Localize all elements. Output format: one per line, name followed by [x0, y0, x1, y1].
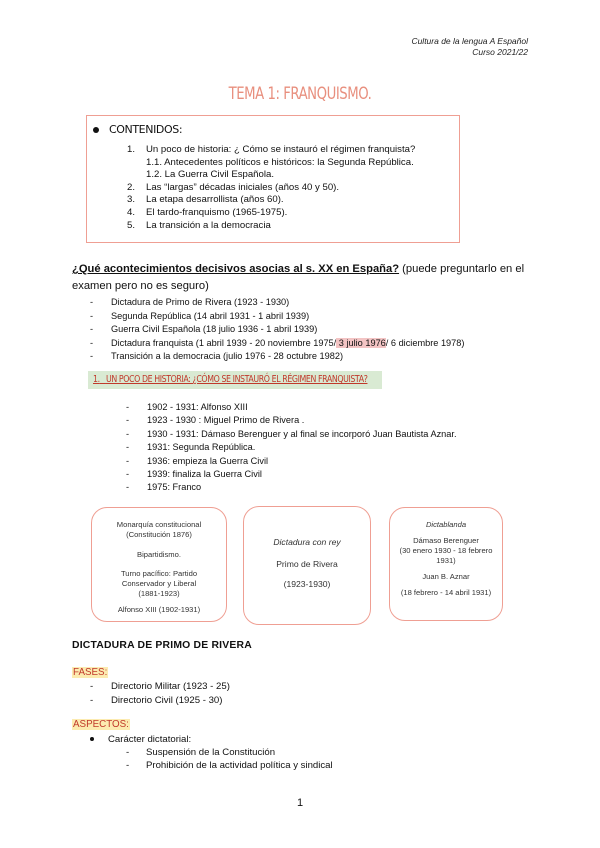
card-dictablanda: Dictablanda Dámaso Berenguer (30 enero 1930 - 18 febrero 1931) Juan B. Aznar (18 febrero - 14 abril 1931): [389, 507, 503, 621]
list-subitem: - Prohibición de la actividad política y sindical: [126, 760, 333, 771]
list-item: - Directorio Militar (1923 - 25): [90, 681, 230, 692]
contents-box: [86, 115, 460, 243]
list-item: - 1902 - 1931: Alfonso XIII: [126, 402, 248, 412]
card-dictadura-con-rey: Dictadura con rey Primo de Rivera (1923-1930): [243, 506, 371, 625]
fases-list: [90, 680, 230, 708]
contents-item: 4. El tardo-franquismo (1965-1975).: [127, 206, 288, 218]
section-heading: [88, 371, 382, 389]
list-item: - 1930 - 1931: Dámaso Berenguer y al final se incorporó Juan Bautista Aznar.: [126, 428, 457, 439]
list-item: - Directorio Civil (1925 - 30): [90, 695, 223, 706]
list-item: - 1936: empieza la Guerra Civil: [126, 455, 269, 466]
contents-label: CONTENIDOS:: [109, 123, 183, 136]
page-number: 1: [296, 797, 304, 809]
contents-item: 2. Las “largas” décadas iniciales (años 40 y 50).: [127, 181, 340, 193]
contents-item: 3. La etapa desarrollista (años 60).: [127, 194, 284, 206]
bullet-icon: [93, 127, 99, 133]
aspectos-label: ASPECTOS:: [73, 719, 129, 730]
question-bold: ¿Qué acontecimientos decisivos asocias al s. XX en España?: [72, 263, 400, 275]
contents-heading: [93, 123, 182, 136]
list-item: - 1931: Segunda República.: [126, 442, 256, 453]
contents-subitem: 1.2. La Guerra Civil Española.: [146, 169, 274, 181]
list-item: - Segunda República (14 abril 1931 - 1 abril 1939): [90, 310, 310, 321]
list-item: - 1923 - 1930 : Miguel Primo de Rivera .: [126, 415, 305, 426]
fases-label: FASES:: [73, 667, 108, 678]
course-name: Cultura de la lengua A Español: [411, 36, 528, 46]
bullet-icon: [90, 737, 94, 741]
course-year: Curso 2021/22: [472, 47, 528, 57]
card-monarquia: Monarquía constitucional (Constitución 1876) Bipartidismo. Turno pacífico: Partido Conservador y Liberal (1881-1923) Alfonso XIII (1902-1931): [91, 507, 227, 622]
list-item: - Dictadura de Primo de Rivera (1923 - 1930): [90, 297, 290, 307]
contents-subitem: 1.1. Antecedentes políticos e históricos: la Segunda República.: [146, 156, 414, 168]
events-list: [90, 296, 464, 364]
contents-item: 1. Un poco de historia: ¿ Cómo se instauró el régimen franquista?: [127, 144, 416, 155]
contents-list: [127, 144, 415, 232]
question-paragraph: [72, 261, 532, 295]
list-item: - Guerra Civil Española (18 julio 1936 - 1 abril 1939): [90, 324, 318, 335]
section-number: 1.: [93, 374, 100, 385]
question-note: (puede preguntarlo en el examen pero no es seguro): [72, 263, 525, 292]
list-item: - 1939: finaliza la Guerra Civil: [126, 469, 262, 480]
list-item: Carácter dictatorial:: [90, 733, 333, 746]
page-title: TEMA 1: FRANQUISMO.: [228, 84, 372, 104]
dictadura-heading: DICTADURA DE PRIMO DE RIVERA: [72, 640, 252, 651]
aspectos-list: [90, 733, 333, 772]
highlighted-date: 3 julio 1976: [336, 337, 386, 348]
list-item: - Dictadura franquista (1 abril 1939 - 20 noviembre 1975/ 3 julio 1976/ 6 diciembre 1978): [90, 337, 465, 348]
section-title: UN POCO DE HISTORIA: ¿CÓMO SE INSTAURÓ EL RÉGIMEN FRANQUISTA?: [105, 374, 368, 385]
contents-item: 5. La transición a la democracia: [127, 219, 271, 231]
timeline-list: [126, 401, 457, 495]
list-item: - Transición a la democracia (julio 1976 - 28 octubre 1982): [90, 351, 344, 362]
document-header: [411, 36, 528, 58]
list-item: - 1975: Franco: [126, 482, 202, 493]
list-subitem: - Suspensión de la Constitución: [126, 747, 276, 758]
